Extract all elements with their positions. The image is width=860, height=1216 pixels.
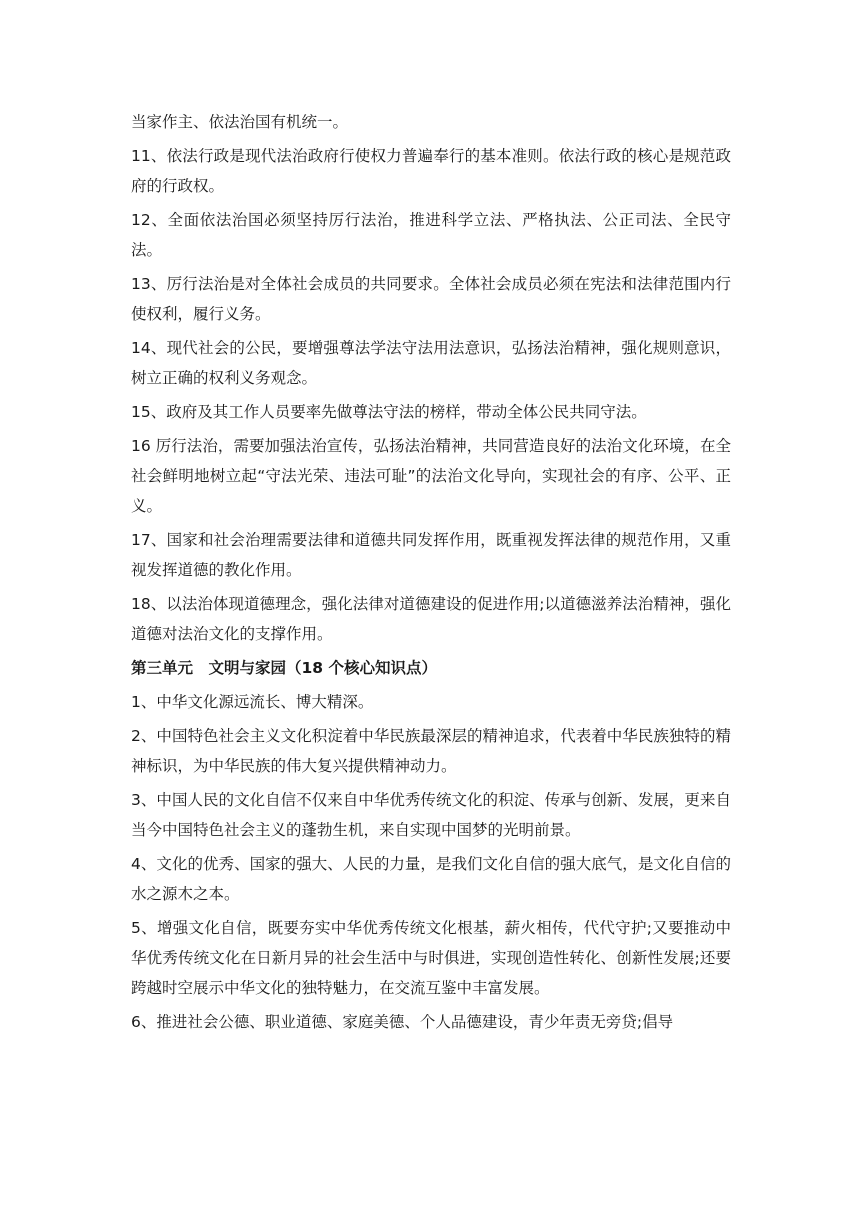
paragraph: 13、厉行法治是对全体社会成员的共同要求。全体社会成员必须在宪法和法律范围内行使权利，履行义务。: [131, 275, 731, 323]
paragraph: 3、中国人民的文化自信不仅来自中华优秀传统文化的积淀、传承与创新、发展，更来自当今中国特色社会主义的蓬勃生机，来自实现中国梦的光明前景。: [131, 791, 731, 839]
paragraph: 18、以法治体现道德理念，强化法律对道德建设的促进作用;以道德滋养法治精神，强化道德对法治文化的支撑作用。: [131, 595, 731, 643]
section-heading: 第三单元 文明与家园（18 个核心知识点）: [131, 659, 437, 677]
paragraph: 6、推进社会公德、职业道德、家庭美德、个人品德建设，青少年责无旁贷;倡导: [131, 1013, 674, 1031]
paragraph: 16 厉行法治，需要加强法治宣传，弘扬法治精神，共同营造良好的法治文化环境，在全社会鲜明地树立起“守法光荣、违法可耻”的法治文化导向，实现社会的有序、公平、正义。: [131, 437, 731, 515]
paragraph: 11、依法行政是现代法治政府行使权力普遍奉行的基本准则。依法行政的核心是规范政府的行政权。: [131, 147, 731, 195]
paragraph: 4、文化的优秀、国家的强大、人民的力量，是我们文化自信的强大底气，是文化自信的水之源木之本。: [131, 855, 731, 903]
paragraph: 2、中国特色社会主义文化积淀着中华民族最深层的精神追求，代表着中华民族独特的精神标识，为中华民族的伟大复兴提供精神动力。: [131, 727, 731, 775]
paragraph: 12、全面依法治国必须坚持厉行法治，推进科学立法、严格执法、公正司法、全民守法。: [131, 211, 731, 259]
paragraph: 当家作主、依法治国有机统一。: [131, 113, 349, 131]
document-body: [131, 107, 731, 1041]
paragraph: 1、中华文化源远流长、博大精深。: [131, 693, 374, 711]
paragraph: 15、政府及其工作人员要率先做尊法守法的榜样，带动全体公民共同守法。: [131, 403, 647, 421]
paragraph: 14、现代社会的公民，要增强尊法学法守法用法意识，弘扬法治精神，强化规则意识，树立正确的权利义务观念。: [131, 339, 731, 387]
paragraph: 17、国家和社会治理需要法律和道德共同发挥作用，既重视发挥法律的规范作用，又重视发挥道德的教化作用。: [131, 531, 731, 579]
paragraph: 5、增强文化自信，既要夯实中华优秀传统文化根基，薪火相传，代代守护;又要推动中华优秀传统文化在日新月异的社会生活中与时俱进，实现创造性转化、创新性发展;还要跨越时空展示中华文化的独特魅力，在交流互鉴中丰富发展。: [131, 919, 731, 997]
